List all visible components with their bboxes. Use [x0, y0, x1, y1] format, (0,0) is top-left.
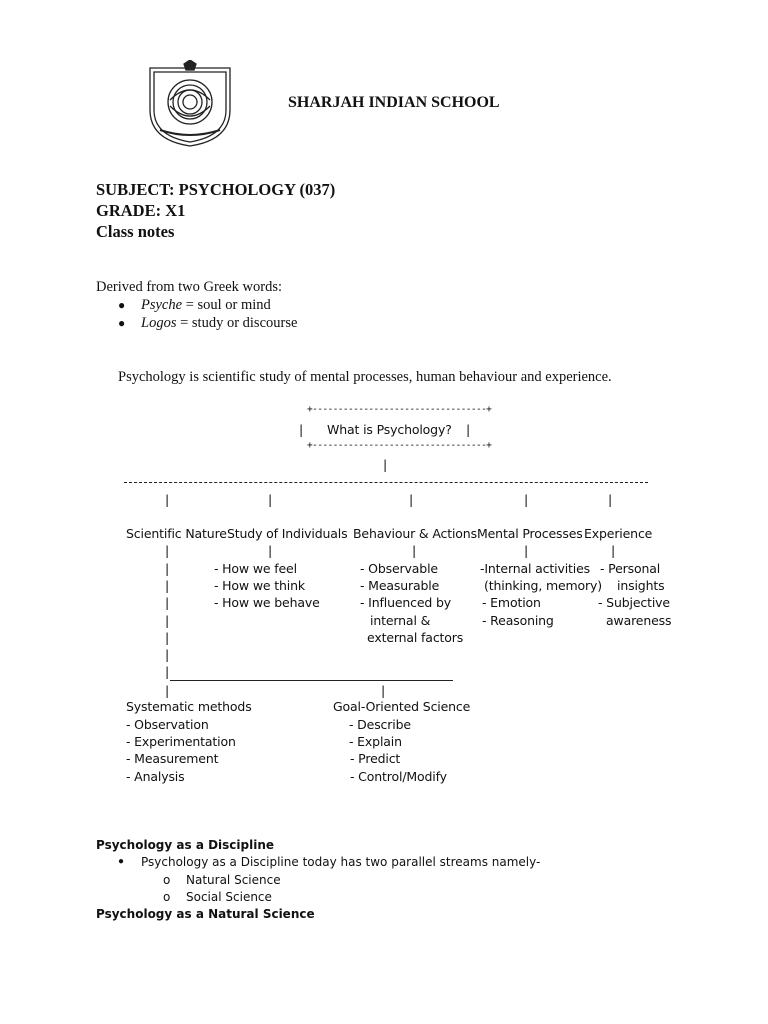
branch-scientific-nature: Scientific Nature [126, 526, 227, 541]
mental-item: (thinking, memory) [484, 578, 603, 593]
discipline-bullet: Psychology as a Discipline today has two parallel streams namely- [141, 855, 541, 869]
experience-item: - Personal [600, 561, 661, 576]
branch-experience: Experience [584, 526, 653, 541]
behaviour-item: - Observable [360, 561, 438, 576]
connector-pipe: | [611, 543, 616, 558]
branch-study-of-individuals: Study of Individuals [227, 526, 348, 541]
bullet-glyph: ● [118, 856, 125, 867]
individuals-item: - How we feel [214, 561, 297, 576]
school-name: SHARJAH INDIAN SCHOOL [288, 94, 500, 111]
greek-word-meaning: = study or discourse [176, 315, 298, 331]
join-line [170, 680, 453, 681]
natural-science-heading: Psychology as a Natural Science [96, 907, 315, 921]
connector-pipe: | [165, 630, 170, 645]
behaviour-item: internal & [370, 613, 431, 628]
experience-item: - Subjective [598, 595, 670, 610]
stream-item: Natural Science [186, 873, 281, 887]
connector-pipe: | [165, 613, 170, 628]
individuals-item: - How we behave [214, 595, 320, 610]
connector-pipe: | [165, 595, 170, 610]
box-bottom-border: +----------------------------------+ [307, 440, 492, 451]
connector-pipe: | [165, 561, 170, 576]
branch-divider [124, 482, 648, 483]
connector-pipe: | [412, 543, 417, 558]
method-item: - Experimentation [126, 734, 236, 749]
grade-heading: GRADE: X1 [96, 201, 186, 220]
school-logo [140, 60, 240, 148]
method-item: - Analysis [126, 769, 185, 784]
box-right-edge: | [466, 422, 471, 437]
connector-pipe: | [165, 578, 170, 593]
mental-item: - Reasoning [482, 613, 554, 628]
mental-item: - Emotion [482, 595, 541, 610]
greek-word-term: Logos [141, 315, 177, 331]
class-notes-heading: Class notes [96, 222, 175, 241]
experience-item: insights [617, 578, 665, 593]
stream-item: Social Science [186, 890, 272, 904]
box-left-edge: | [299, 422, 304, 437]
bullet-glyph: ● [118, 316, 126, 330]
experience-item: awareness [606, 613, 672, 628]
connector-pipe: | [165, 543, 170, 558]
box-title: What is Psychology? [327, 422, 452, 437]
greek-word-term: Psyche [141, 297, 183, 313]
connector-pipe: | [268, 543, 273, 558]
box-top-border: +----------------------------------+ [307, 404, 492, 415]
derived-text: Derived from two Greek words: [96, 279, 283, 295]
connector-pipe: | [383, 457, 388, 472]
connector-pipe: | [165, 683, 170, 698]
greek-word-meaning: = soul or mind [182, 297, 271, 313]
mental-item: -Internal activities [480, 561, 591, 576]
bullet-glyph: ● [118, 298, 126, 312]
connector-pipe: | [608, 492, 613, 507]
connector-pipe: | [165, 664, 170, 679]
goal-item: - Control/Modify [350, 769, 447, 784]
methods-title: Systematic methods [126, 699, 252, 714]
connector-pipe: | [381, 683, 386, 698]
connector-pipe: | [165, 492, 170, 507]
goal-item: - Explain [349, 734, 402, 749]
individuals-item: - How we think [214, 578, 305, 593]
goal-item: - Predict [350, 751, 401, 766]
method-item: - Measurement [126, 751, 219, 766]
connector-pipe: | [268, 492, 273, 507]
method-item: - Observation [126, 717, 209, 732]
sub-bullet-marker: o [163, 873, 171, 887]
greek-word-item [141, 315, 297, 332]
behaviour-item: external factors [367, 630, 464, 645]
connector-pipe: | [524, 543, 529, 558]
connector-pipe: | [409, 492, 414, 507]
behaviour-item: - Measurable [360, 578, 440, 593]
connector-pipe: | [165, 647, 170, 662]
sub-bullet-marker: o [163, 890, 171, 904]
behaviour-item: - Influenced by [360, 595, 452, 610]
definition-text: Psychology is scientific study of mental processes, human behaviour and experience. [118, 369, 612, 385]
connector-pipe: | [524, 492, 529, 507]
branch-behaviour-actions: Behaviour & Actions [353, 526, 477, 541]
discipline-heading: Psychology as a Discipline [96, 838, 275, 852]
goal-item: - Describe [349, 717, 411, 732]
branch-mental-processes: Mental Processes [477, 526, 583, 541]
subject-heading: SUBJECT: PSYCHOLOGY (037) [96, 180, 336, 199]
goal-title: Goal-Oriented Science [333, 699, 471, 714]
greek-word-item [141, 297, 271, 314]
